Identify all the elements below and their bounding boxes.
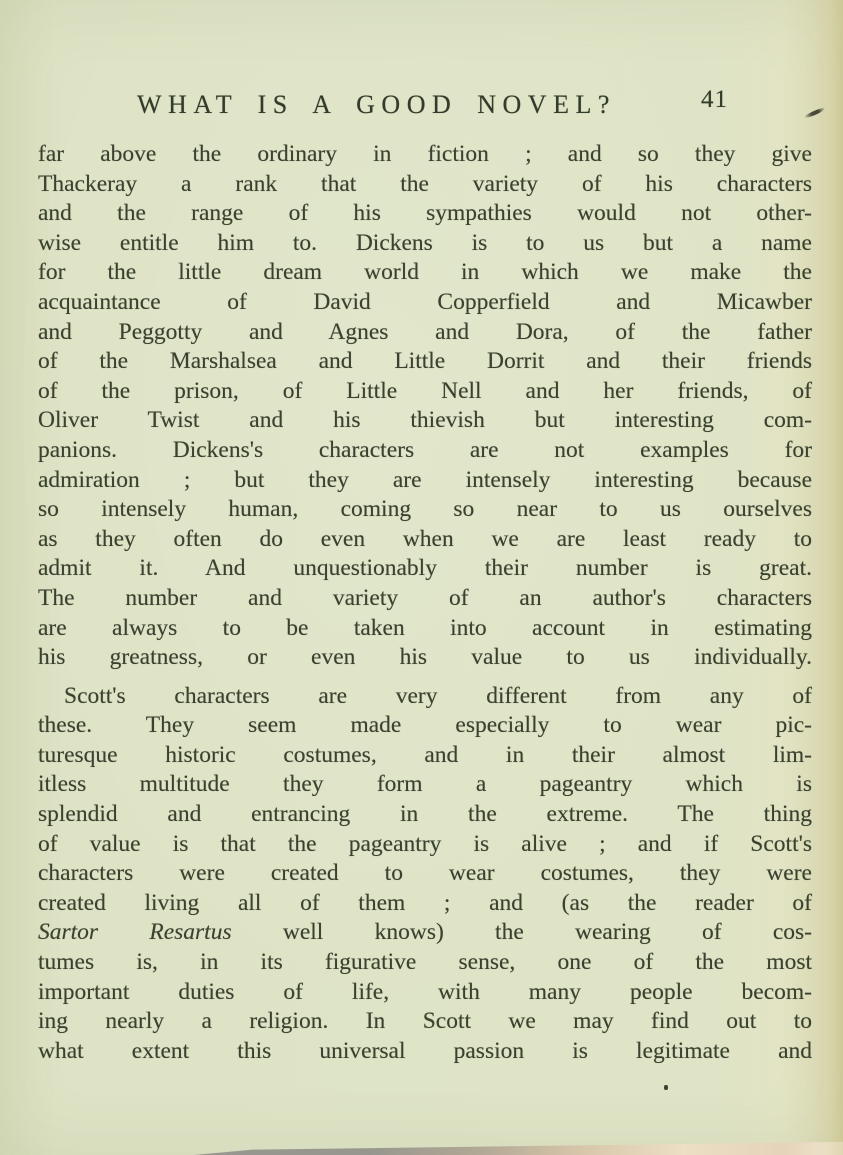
text-line: are always to be taken into account in estimating xyxy=(38,614,812,641)
text-line: tumes is, in its figurative sense, one of the most xyxy=(38,949,812,976)
text-line: and the range of his sympathies would not other- xyxy=(38,200,812,227)
text-line: splendid and entrancing in the extreme. The thing xyxy=(38,801,812,828)
text-line: characters were created to wear costumes, they were xyxy=(38,860,812,887)
page-number: 41 xyxy=(701,86,728,113)
text-line: Scott's characters are very different from any of xyxy=(64,682,812,709)
running-header xyxy=(0,88,843,124)
ink-dot xyxy=(664,1085,668,1090)
text-line: Thackeray a rank that the variety of his characters xyxy=(38,170,812,197)
text-line: what extent this universal passion is legitimate and xyxy=(38,1037,812,1064)
text-line: of value is that the pageantry is alive ; and if Scott's xyxy=(38,830,812,857)
text-line: admiration ; but they are intensely interesting because xyxy=(38,466,812,493)
text-line: these. They seem made especially to wear pic- xyxy=(38,712,812,739)
text-line: created living all of them ; and (as the reader of xyxy=(38,889,812,916)
text-line: wise entitle him to. Dickens is to us but a name xyxy=(38,229,812,256)
text-line: panions. Dickens's characters are not examples for xyxy=(38,436,812,463)
page-bottom-edge xyxy=(0,1141,843,1155)
text-line: itless multitude they form a pageantry which is xyxy=(38,771,812,798)
text-line: The number and variety of an author's characters xyxy=(38,584,812,611)
text-line: as they often do even when we are least ready to xyxy=(38,525,812,552)
text-line: for the little dream world in which we make the xyxy=(38,259,812,286)
page-title: WHAT IS A GOOD NOVEL? xyxy=(137,90,616,119)
text-line: of the Marshalsea and Little Dorrit and their friends xyxy=(38,348,812,375)
text-line: so intensely human, coming so near to us ourselves xyxy=(38,496,812,523)
text-line: important duties of life, with many people becom- xyxy=(38,978,812,1005)
text-line: Oliver Twist and his thievish but interesting com- xyxy=(38,407,812,434)
text-line: Sartor Resartus well knows) the wearing of cos- xyxy=(38,919,812,946)
text-line: acquaintance of David Copperfield and Micawber xyxy=(38,288,812,315)
text-line: far above the ordinary in fiction ; and so they give xyxy=(38,141,812,167)
page-right-edge xyxy=(815,0,843,1155)
text-line: ing nearly a religion. In Scott we may find out to xyxy=(38,1008,812,1035)
text-line: turesque historic costumes, and in their almost lim- xyxy=(38,741,812,768)
page-body-text xyxy=(38,140,812,1066)
text-line: admit it. And unquestionably their number is great. xyxy=(38,555,812,582)
text-line: his greatness, or even his value to us individually. xyxy=(38,644,812,671)
paragraph xyxy=(38,140,812,673)
text-line: and Peggotty and Agnes and Dora, of the father xyxy=(38,318,812,345)
paragraph xyxy=(38,682,812,1067)
text-line: of the prison, of Little Nell and her friends, of xyxy=(38,377,812,404)
